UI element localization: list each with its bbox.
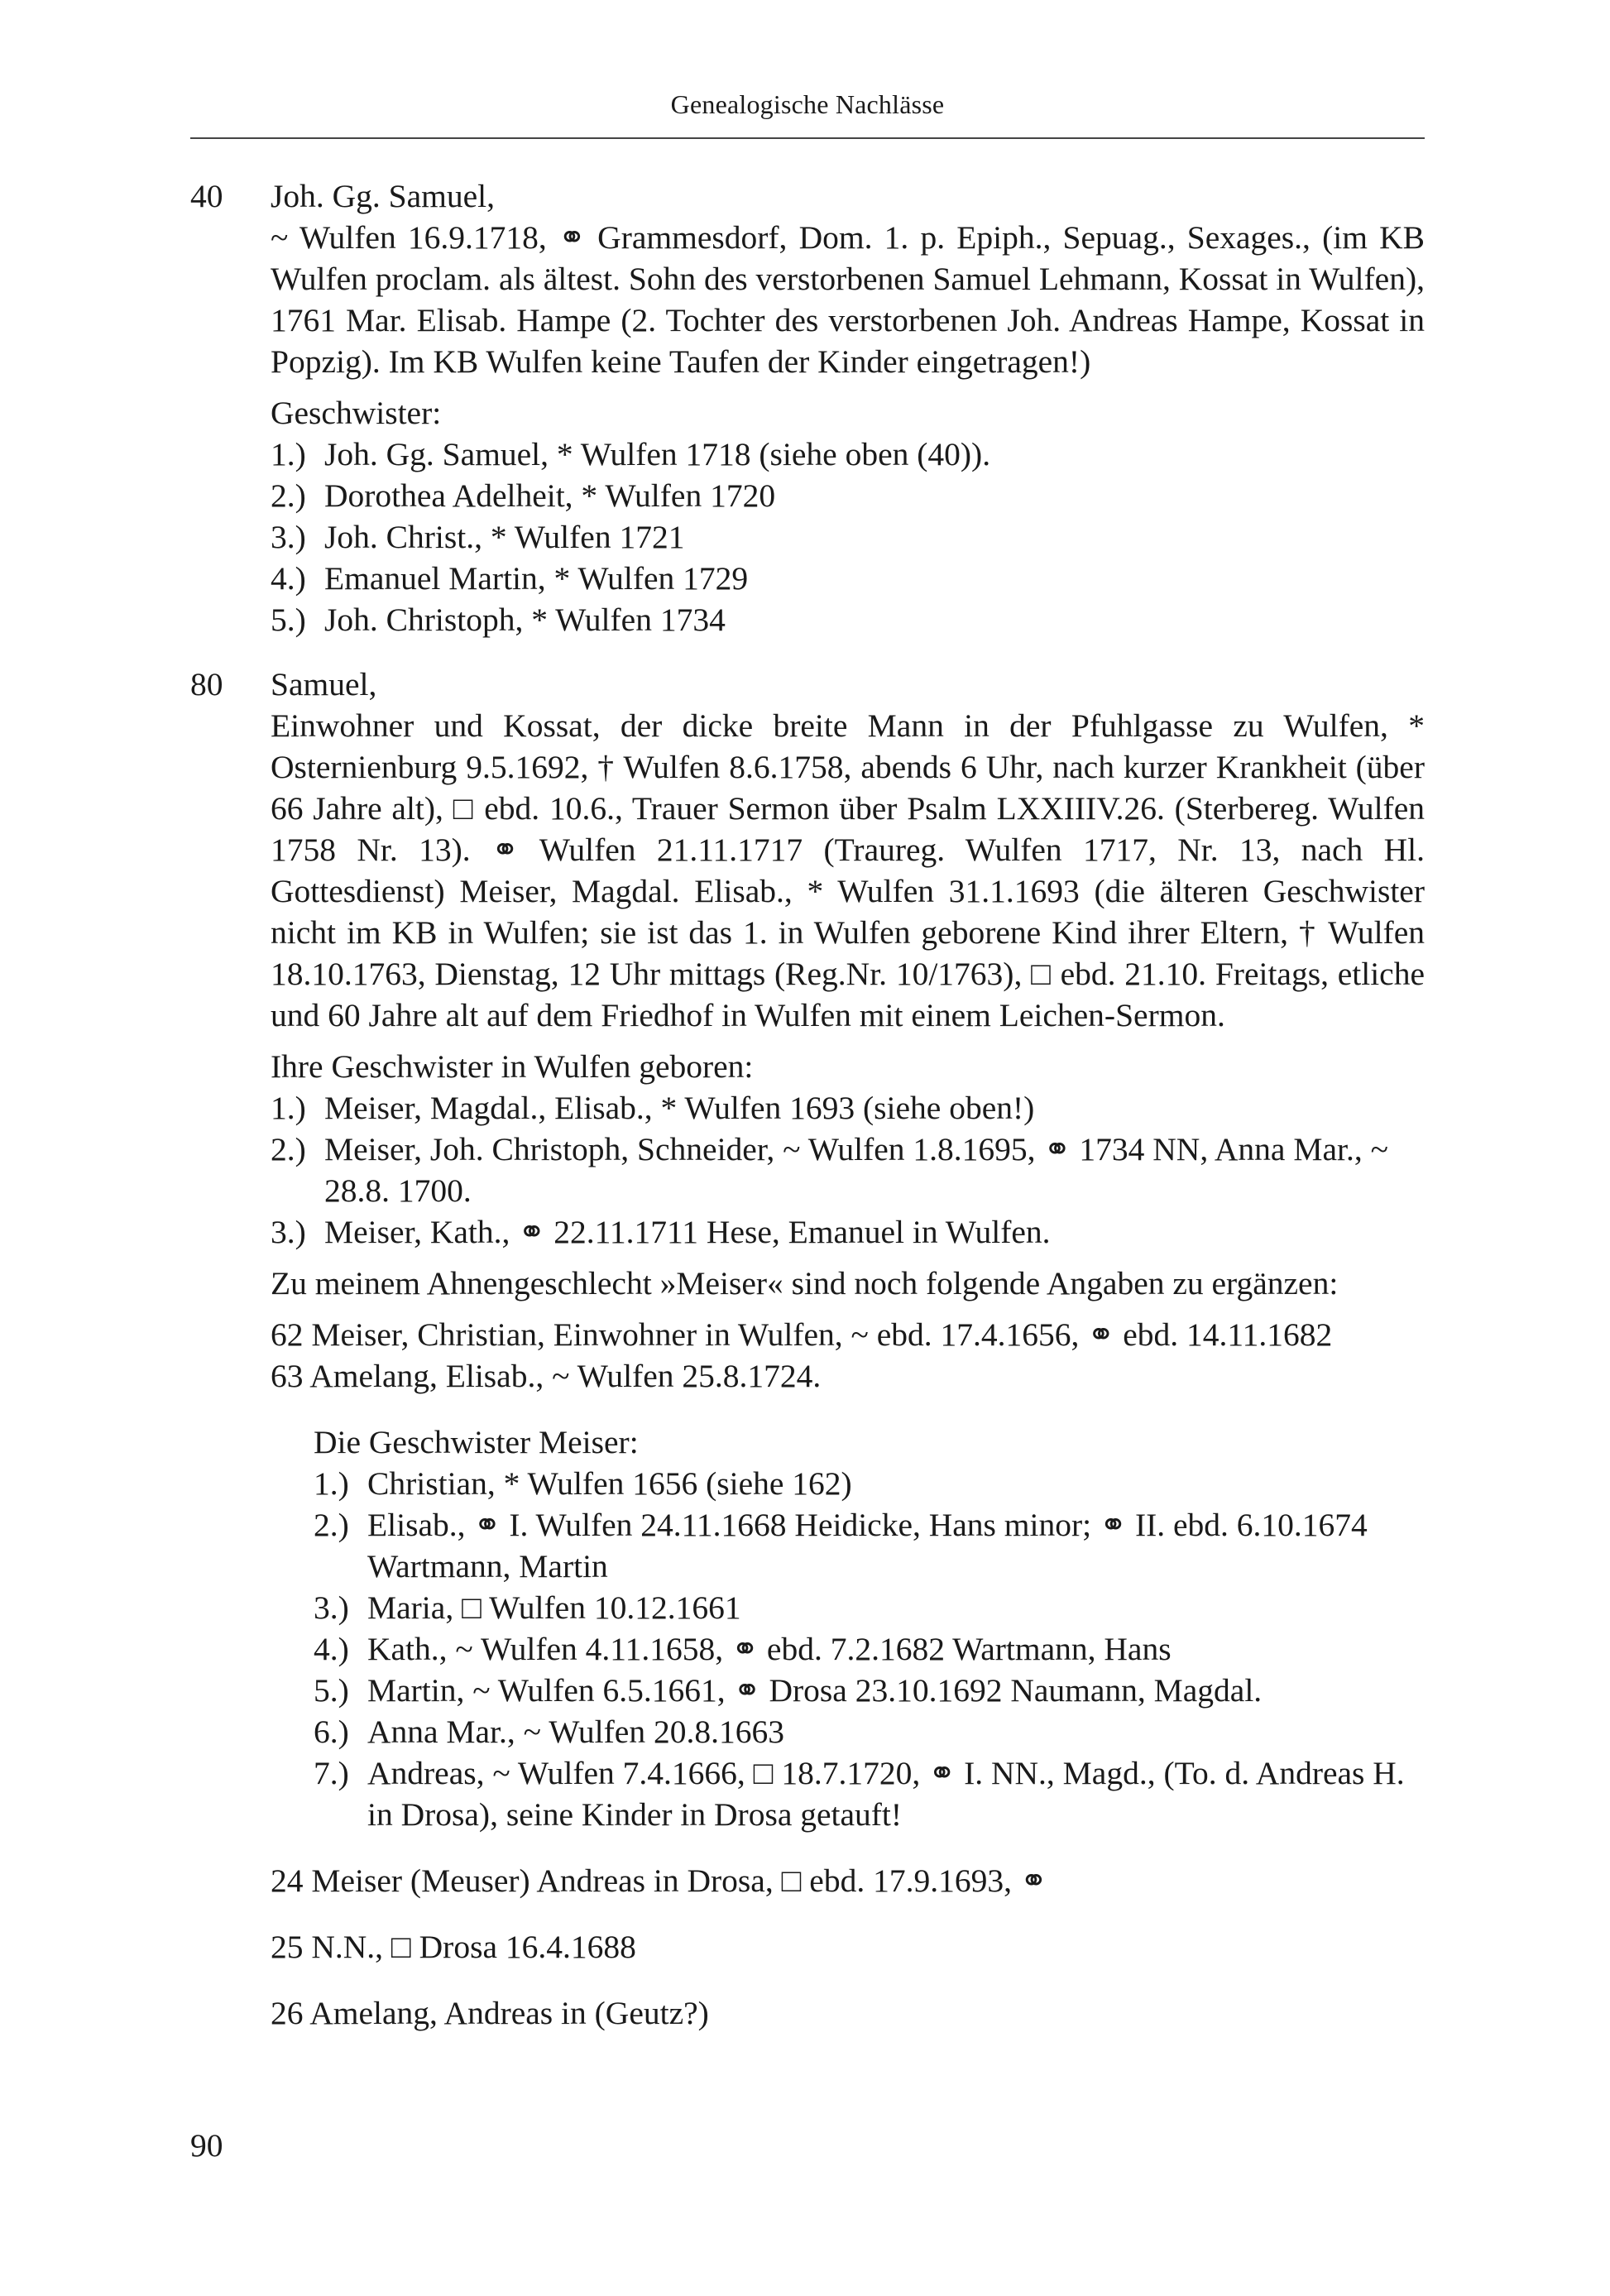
list-item: 1.) Meiser, Magdal., Elisab., * Wulfen 1693 (siehe oben!) [271, 1090, 1035, 1126]
header-divider [190, 137, 1425, 139]
siblings-heading: Ihre Geschwister in Wulfen geboren: [271, 1048, 754, 1085]
ref-line: 62 Meiser, Christian, Einwohner in Wulfen, ~ ebd. 17.4.1656, ⚭ ebd. 14.11.1682 [271, 1316, 1333, 1353]
running-header: Genealogische Nachlässe [670, 89, 945, 119]
entry-80 [190, 664, 1425, 2034]
ref-line: 26 Amelang, Andreas in (Geutz?) [271, 1995, 709, 2031]
list-item: 3.) Maria, □ Wulfen 10.12.1661 [314, 1589, 741, 1626]
ref-line: 24 Meiser (Meuser) Andreas in Drosa, □ ebd. 17.9.1693, ⚭ [271, 1862, 1047, 1899]
list-item: 2.) Elisab., ⚭ I. Wulfen 24.11.1668 Heidicke, Hans minor; ⚭ II. ebd. 6.10.1674 Wartmann, Martin [314, 1507, 1368, 1584]
list-item: 5.) Joh. Christoph, * Wulfen 1734 [271, 602, 726, 638]
siblings-heading: Geschwister: [271, 395, 442, 431]
supplement-refs [271, 1314, 1425, 1397]
list-item: 2.) Dorothea Adelheit, * Wulfen 1720 [271, 477, 776, 514]
entry-body [271, 175, 1425, 640]
list-item: 3.) Meiser, Kath., ⚭ 22.11.1711 Hese, Emanuel in Wulfen. [271, 1214, 1051, 1250]
meiser-siblings-block [314, 1421, 1425, 1835]
list-item: 1.) Christian, * Wulfen 1656 (siehe 162) [314, 1465, 852, 1502]
list-item: 5.) Martin, ~ Wulfen 6.5.1661, ⚭ Drosa 23.10.1692 Naumann, Magdal. [314, 1672, 1263, 1709]
entry-name: Joh. Gg. Samuel, [271, 178, 496, 214]
siblings-list [271, 434, 1425, 640]
entry-number: 80 [190, 666, 223, 702]
meiser-siblings-heading: Die Geschwister Meiser: [314, 1424, 639, 1460]
entry-40 [190, 175, 1425, 640]
entry-body [271, 664, 1425, 2034]
list-item: 4.) Emanuel Martin, * Wulfen 1729 [271, 560, 749, 597]
list-item: 4.) Kath., ~ Wulfen 4.11.1658, ⚭ ebd. 7.2.1682 Wartmann, Hans [314, 1631, 1172, 1667]
entry-number: 40 [190, 178, 223, 214]
ref-line: 25 N.N., □ Drosa 16.4.1688 [271, 1929, 636, 1965]
ref-line: 63 Amelang, Elisab., ~ Wulfen 25.8.1724. [271, 1358, 822, 1394]
list-item: 7.) Andreas, ~ Wulfen 7.4.1666, □ 18.7.1720, ⚭ I. NN., Magd., (To. d. Andreas H. in Drosa), seine Kinder in Drosa getauft! [314, 1755, 1405, 1833]
page-number: 90 [190, 2127, 223, 2164]
list-item: 2.) Meiser, Joh. Christoph, Schneider, ~ Wulfen 1.8.1695, ⚭ 1734 NN, Anna Mar., ~ 28.8. 1700. [271, 1131, 1388, 1209]
entry-name: Samuel, [271, 666, 377, 702]
list-item: 1.) Joh. Gg. Samuel, * Wulfen 1718 (siehe oben (40)). [271, 436, 991, 472]
page-content [190, 175, 1425, 2034]
siblings-list [271, 1087, 1425, 1253]
entry-paragraph: ~ Wulfen 16.9.1718, ⚭ Grammesdorf, Dom. 1. p. Epiph., Sepuag., Sexages., (im KB Wulfen proclam. als ältest. Sohn des verstorbenen Samuel Lehmann, Kossat in Wulfen), 1761 Mar. Elisab. Hampe (2. Tochter des verstorbenen Joh. Andreas Hampe, Kossat in Popzig). Im KB Wulfen keine Taufen der Kinder eingetragen!) [271, 219, 1425, 380]
entry-paragraph: Einwohner und Kossat, der dicke breite Mann in der Pfuhlgasse zu Wulfen, * Osternienburg 9.5.1692, † Wulfen 8.6.1758, abends 6 Uhr, nach kurzer Krankheit (über 66 Jahre alt), □ ebd. 10.6., Trauer Sermon über Psalm LXXIIIV.26. (Sterbereg. Wulfen 1758 Nr. 13). ⚭ Wulfen 21.11.1717 (Traureg. Wulfen 1717, Nr. 13, nach Hl. Gottesdienst) Meiser, Magdal. Elisab., * Wulfen 31.1.1693 (die älteren Geschwister nicht im KB in Wulfen; sie ist das 1. in Wulfen geborene Kind ihrer Eltern, † Wulfen 18.10.1763, Dienstag, 12 Uhr mittags (Reg.Nr. 10/1763), □ ebd. 21.10. Freitags, etliche und 60 Jahre alt auf dem Friedhof in Wulfen mit einem Leichen-Sermon. [271, 707, 1425, 1033]
list-item: 3.) Joh. Christ., * Wulfen 1721 [271, 519, 685, 555]
list-item: 6.) Anna Mar., ~ Wulfen 20.8.1663 [314, 1714, 784, 1750]
supplement-heading: Zu meinem Ahnengeschlecht »Meiser« sind noch folgende Angaben zu ergänzen: [271, 1265, 1339, 1301]
